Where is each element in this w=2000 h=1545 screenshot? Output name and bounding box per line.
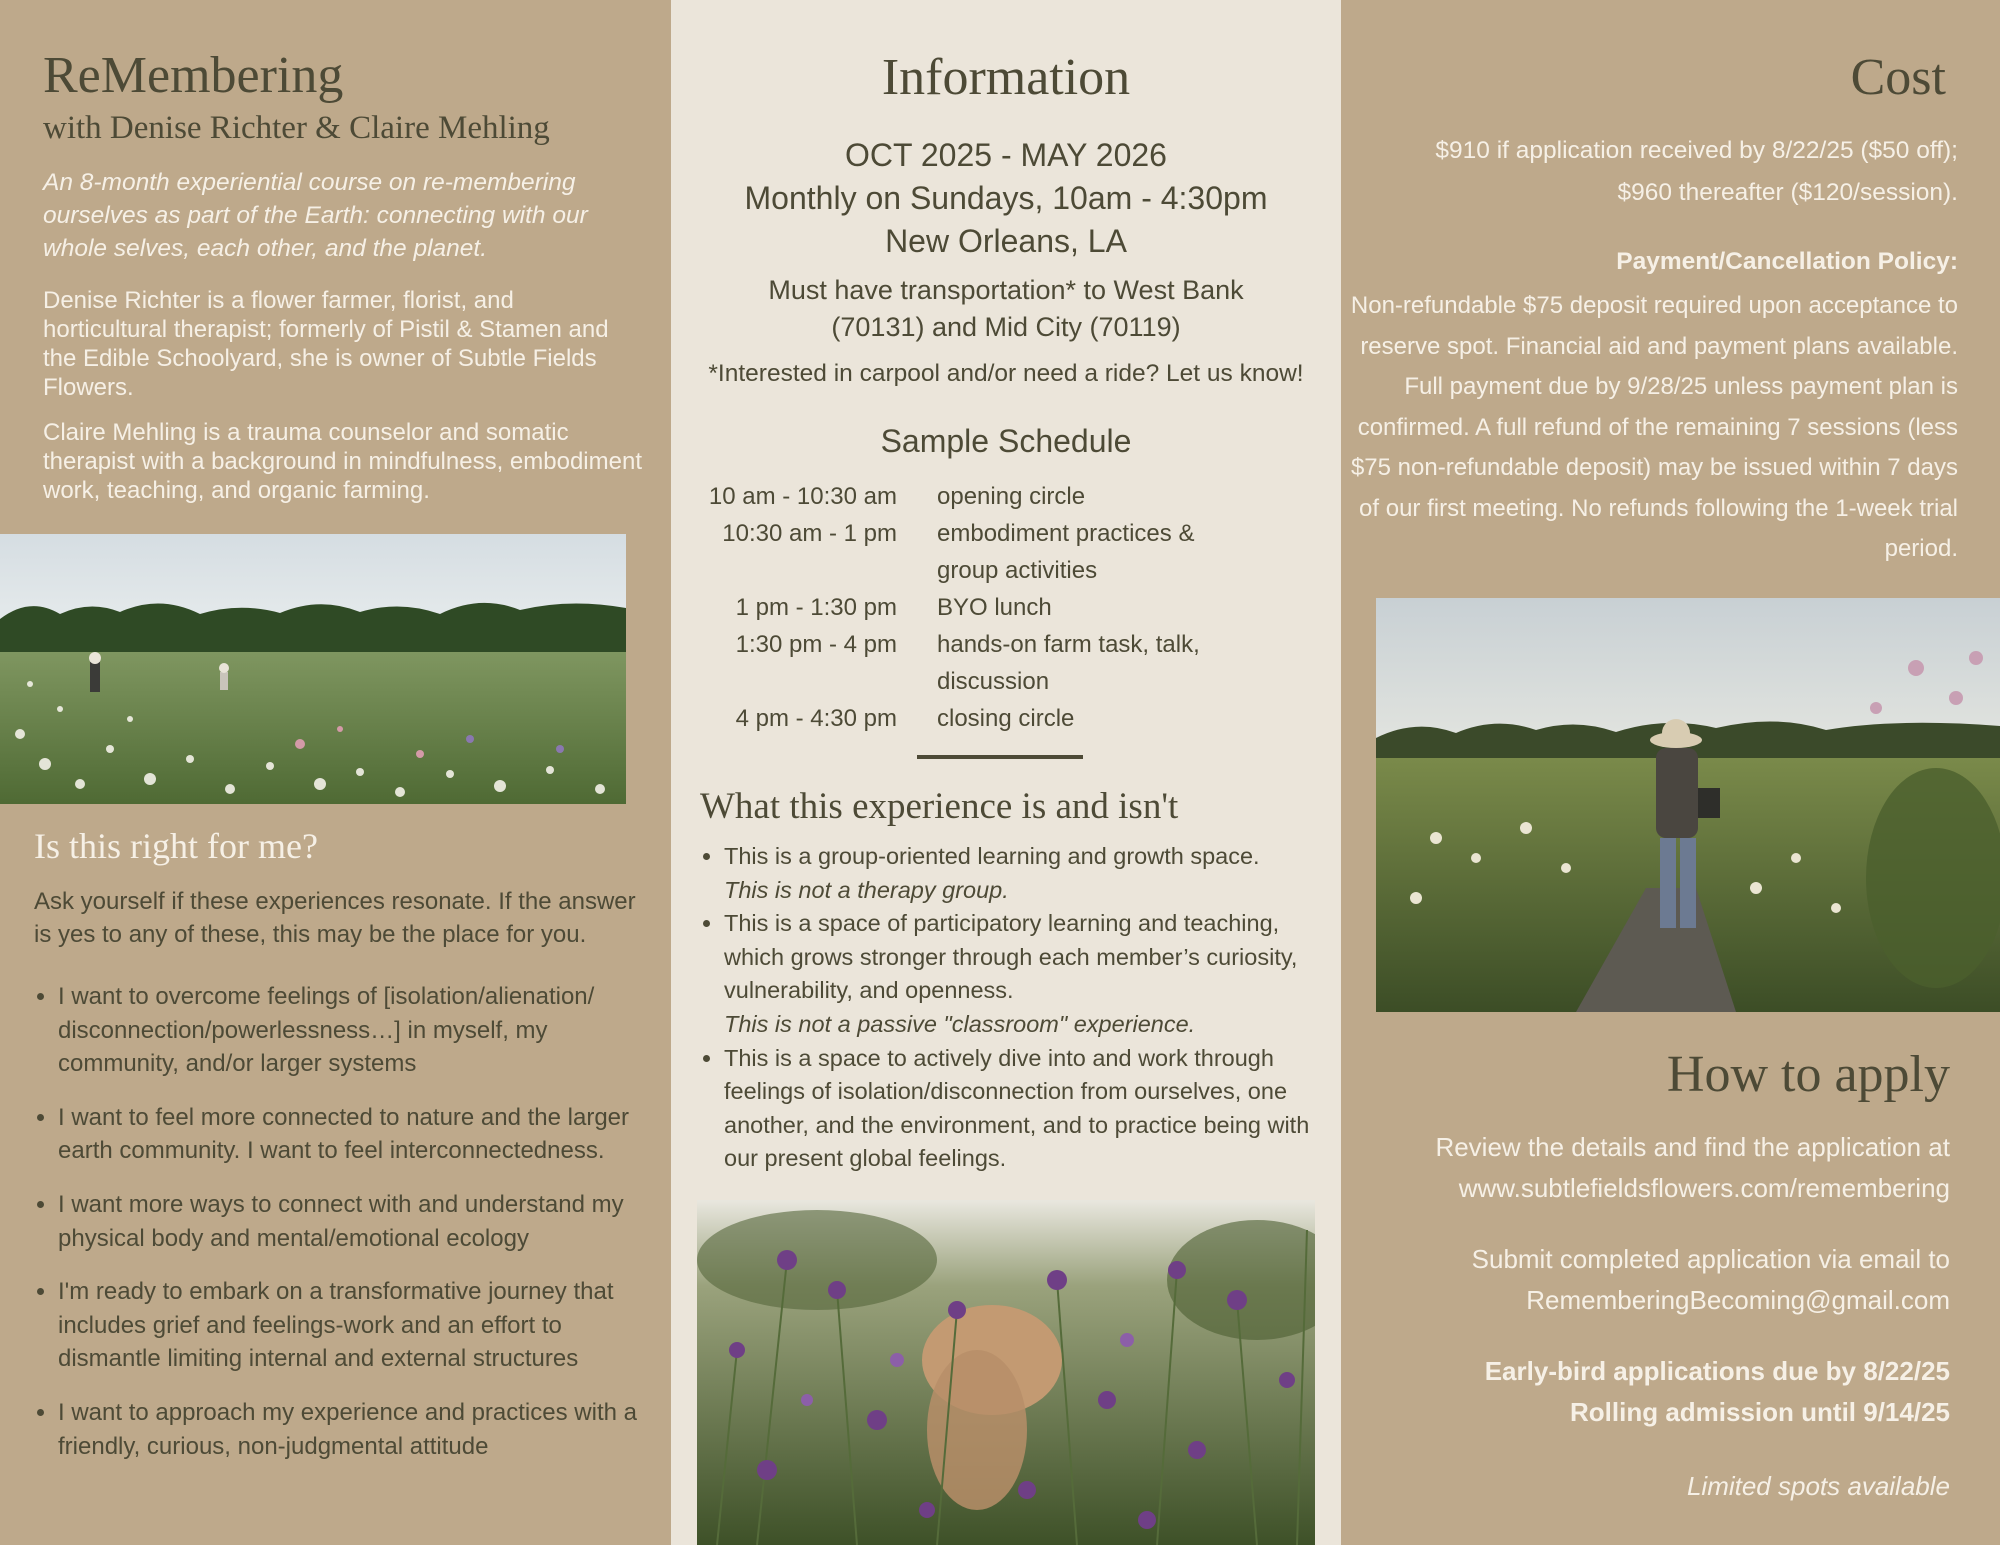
fit-intro: Ask yourself if these experiences resonate. If the answer is yes to any of these, this may be the place for you. <box>34 888 636 948</box>
right-panel <box>1341 0 2000 1545</box>
apply-title: How to apply <box>1666 1046 1950 1103</box>
course-tagline: An 8-month experiential course on re-membering ourselves as part of the Earth: connecting with our whole selves, each other, and the planet. <box>43 169 588 262</box>
schedule-table <box>671 478 1341 737</box>
transport-note: Must have transportation* to West Bank (70131) and Mid City (70119) <box>768 275 1244 342</box>
experience-title: What this experience is and isn't <box>700 786 1179 827</box>
deadlines-block <box>1350 1351 1950 1433</box>
info-title: Information <box>881 49 1131 106</box>
apply-review-block <box>1350 1127 1950 1209</box>
experience-is: This is a space to actively dive into and work through feelings of isolation/disconnection from ourselves, one another, and the environment, and to practice being with our present global feelings. <box>724 1044 1310 1172</box>
wants-list <box>34 980 668 1483</box>
list-item <box>724 907 1341 1041</box>
application-url[interactable]: www.subtlefieldsflowers.com/remembering <box>1458 1173 1950 1203</box>
experience-is: This is a group-oriented learning and growth space. <box>724 843 1260 869</box>
schedule-row <box>671 700 1341 737</box>
policy-title: Payment/Cancellation Policy: <box>1616 248 1958 275</box>
list-item: • I want more ways to connect with and understand my physical body and mental/emotional ecology <box>58 1188 668 1255</box>
experience-is: This is a space of participatory learning and teaching, which grows stronger through each member’s curiosity, vulnerability, and openness. <box>724 910 1298 1004</box>
list-item: • I want to approach my experience and practices with a friendly, curious, non-judgmental attitude <box>58 1396 668 1463</box>
divider <box>917 755 1083 759</box>
list-item <box>724 1042 1341 1176</box>
schedule-time: 10 am - 10:30 am <box>708 483 897 510</box>
experience-isnt: This is not a passive "classroom" experience. <box>724 1010 1196 1037</box>
apply-submit-block <box>1350 1239 1950 1321</box>
schedule-activity: opening circle <box>937 483 1086 510</box>
experience-isnt: This is not a therapy group. <box>724 876 1009 903</box>
list-item <box>724 840 1341 907</box>
course-byline: with Denise Richter & Claire Mehling <box>43 110 550 146</box>
course-title: ReMembering <box>43 47 344 104</box>
list-item: • I want to feel more connected to nature and the larger earth community. I want to feel interconnectedness. <box>58 1101 668 1168</box>
early-bird-deadline: Early-bird applications due by 8/22/25 <box>1484 1356 1950 1386</box>
farmer-walking-photo <box>1376 598 2000 1012</box>
list-item: • I'm ready to embark on a transformative journey that includes grief and feelings-work and an effort to dismantle limiting internal and external structures <box>58 1275 668 1376</box>
bio-claire: Claire Mehling is a trauma counselor and somatic therapist with a background in mindfulness, embodiment work, teaching, and organic farming. <box>43 419 642 504</box>
rolling-admission: Rolling admission until 9/14/25 <box>1570 1397 1950 1427</box>
schedule-time: 1:30 pm - 4 pm <box>735 631 897 658</box>
schedule-time: 4 pm - 4:30 pm <box>735 705 897 732</box>
dates-block <box>671 134 1341 263</box>
schedule-row <box>671 626 1341 700</box>
limited-spots: Limited spots available <box>1686 1471 1950 1501</box>
fit-heading: Is this right for me? <box>34 826 318 866</box>
carpool-note: *Interested in carpool and/or need a ride? Let us know! <box>708 360 1304 387</box>
cost-title: Cost <box>1850 49 1946 106</box>
price-block <box>1358 130 1958 214</box>
schedule-row <box>671 515 1341 589</box>
schedule-row <box>671 589 1341 626</box>
schedule-title: Sample Schedule <box>880 423 1132 459</box>
price-early: $910 if application received by 8/22/25 ($50 off); <box>1435 137 1958 164</box>
schedule-activity: embodiment practices & group activities <box>937 520 1195 584</box>
schedule-row <box>671 478 1341 515</box>
list-item: • I want to overcome feelings of [isolation/alienation/ disconnection/powerlessness…] in myself, my community, and/or larger systems <box>58 980 668 1081</box>
schedule-time: 10:30 am - 1 pm <box>722 520 897 547</box>
apply-submit-text: Submit completed application via email to <box>1471 1244 1950 1274</box>
date-range: OCT 2025 - MAY 2026 <box>845 137 1167 173</box>
bio-denise: Denise Richter is a flower farmer, florist, and horticultural therapist; formerly of Pistil & Stamen and the Edible Schoolyard, she is owner of Subtle Fields Flowers. <box>43 287 609 401</box>
price-regular: $960 thereafter ($120/session). <box>1617 179 1958 206</box>
application-email[interactable]: RememberingBecoming@gmail.com <box>1526 1285 1950 1315</box>
apply-review-text: Review the details and find the application at <box>1435 1132 1950 1162</box>
left-panel <box>0 0 671 1545</box>
policy-text: Non-refundable $75 deposit required upon acceptance to reserve spot. Financial aid and payment plans available. Full payment due by 9/28/25 unless payment plan is confirmed. A full refund of the remaining 7 sessions (less $75 non-refundable deposit) may be issued within 7 days of our first meeting. No refunds following the 1-week trial period. <box>1350 292 1958 562</box>
middle-panel <box>671 0 1341 1545</box>
schedule-activity: closing circle <box>937 705 1075 732</box>
schedule-activity: hands-on farm task, talk, discussion <box>937 631 1200 695</box>
schedule-time: 1 pm - 1:30 pm <box>735 594 897 621</box>
field-landscape-photo <box>0 534 626 804</box>
verbena-flowers-photo <box>697 1200 1315 1545</box>
schedule-activity: BYO lunch <box>937 594 1052 621</box>
location: New Orleans, LA <box>885 223 1127 259</box>
experience-list <box>700 840 1341 1176</box>
meeting-time: Monthly on Sundays, 10am - 4:30pm <box>744 180 1268 216</box>
